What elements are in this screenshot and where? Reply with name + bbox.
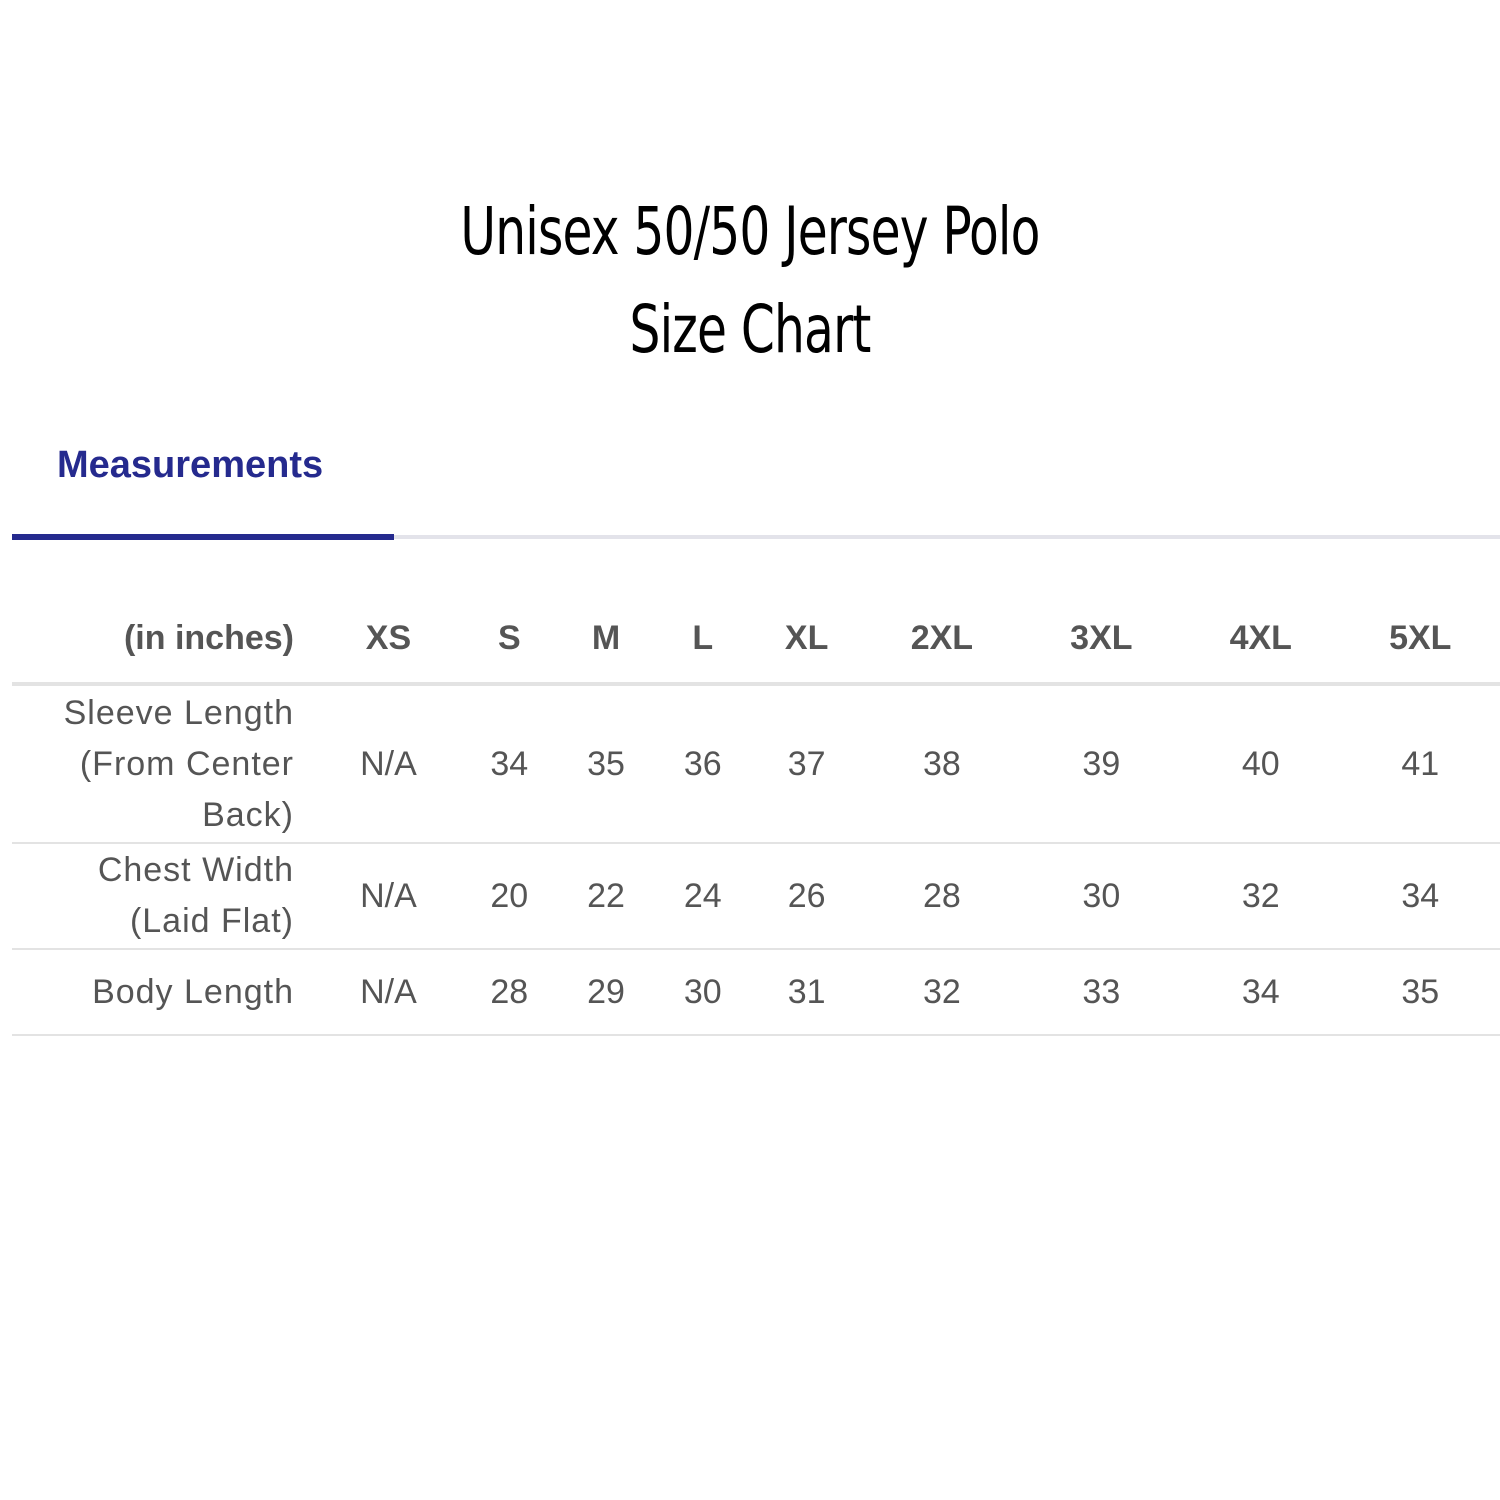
size-header: 3XL — [1022, 594, 1181, 684]
row-label-line: Chest Width — [97, 851, 294, 889]
table-row — [12, 684, 1500, 843]
table-cell: 26 — [751, 843, 862, 949]
size-header: S — [461, 594, 558, 684]
table-cell: 32 — [1181, 843, 1340, 949]
table-cell: 31 — [751, 949, 862, 1035]
table-cell: 40 — [1181, 684, 1340, 843]
size-header: 5XL — [1341, 594, 1500, 684]
table-cell: 22 — [558, 843, 655, 949]
unit-header: (in inches) — [12, 594, 316, 684]
table-cell: N/A — [316, 684, 461, 843]
row-label-sleeve-length — [12, 684, 316, 843]
tab-active-indicator — [12, 534, 394, 540]
row-label-line: Body Length — [92, 972, 294, 1011]
table-header-row — [12, 594, 1500, 684]
table-cell: 38 — [862, 684, 1021, 843]
table-row — [12, 949, 1500, 1035]
row-label-chest-width — [12, 843, 316, 949]
table-row — [12, 843, 1500, 949]
row-label-line: (From Center — [79, 744, 294, 783]
size-header: XL — [751, 594, 862, 684]
size-header: L — [654, 594, 751, 684]
table-cell: 24 — [654, 843, 751, 949]
table-cell: N/A — [316, 949, 461, 1035]
chart-title: Unisex 50/50 Jersey Polo — [460, 193, 1040, 270]
table-cell: 20 — [461, 843, 558, 949]
table-cell: 32 — [862, 949, 1021, 1035]
row-label-line: Back) — [202, 795, 294, 834]
table-cell: 35 — [1341, 949, 1500, 1035]
table-cell: 34 — [461, 684, 558, 843]
chart-subtitle: Size Chart — [629, 291, 871, 368]
table-cell: 34 — [1341, 843, 1500, 949]
table-cell: 33 — [1022, 949, 1181, 1035]
size-chart-table — [12, 594, 1500, 1036]
size-header: 4XL — [1181, 594, 1340, 684]
table-cell: 28 — [862, 843, 1021, 949]
table-cell: 28 — [461, 949, 558, 1035]
row-label-line: (Laid Flat) — [129, 902, 294, 940]
table-cell: 29 — [558, 949, 655, 1035]
table-cell: 34 — [1181, 949, 1340, 1035]
table-cell: 37 — [751, 684, 862, 843]
table-cell: 41 — [1341, 684, 1500, 843]
table-cell: 35 — [558, 684, 655, 843]
table-cell: N/A — [316, 843, 461, 949]
table-cell: 30 — [1022, 843, 1181, 949]
row-label-body-length — [12, 949, 316, 1035]
size-header: XS — [316, 594, 461, 684]
table-cell: 30 — [654, 949, 751, 1035]
table-cell: 36 — [654, 684, 751, 843]
size-header: 2XL — [862, 594, 1021, 684]
table-cell: 39 — [1022, 684, 1181, 843]
row-label-line: Sleeve Length — [63, 693, 294, 732]
size-header: M — [558, 594, 655, 684]
tab-measurements[interactable]: Measurements — [57, 444, 324, 486]
